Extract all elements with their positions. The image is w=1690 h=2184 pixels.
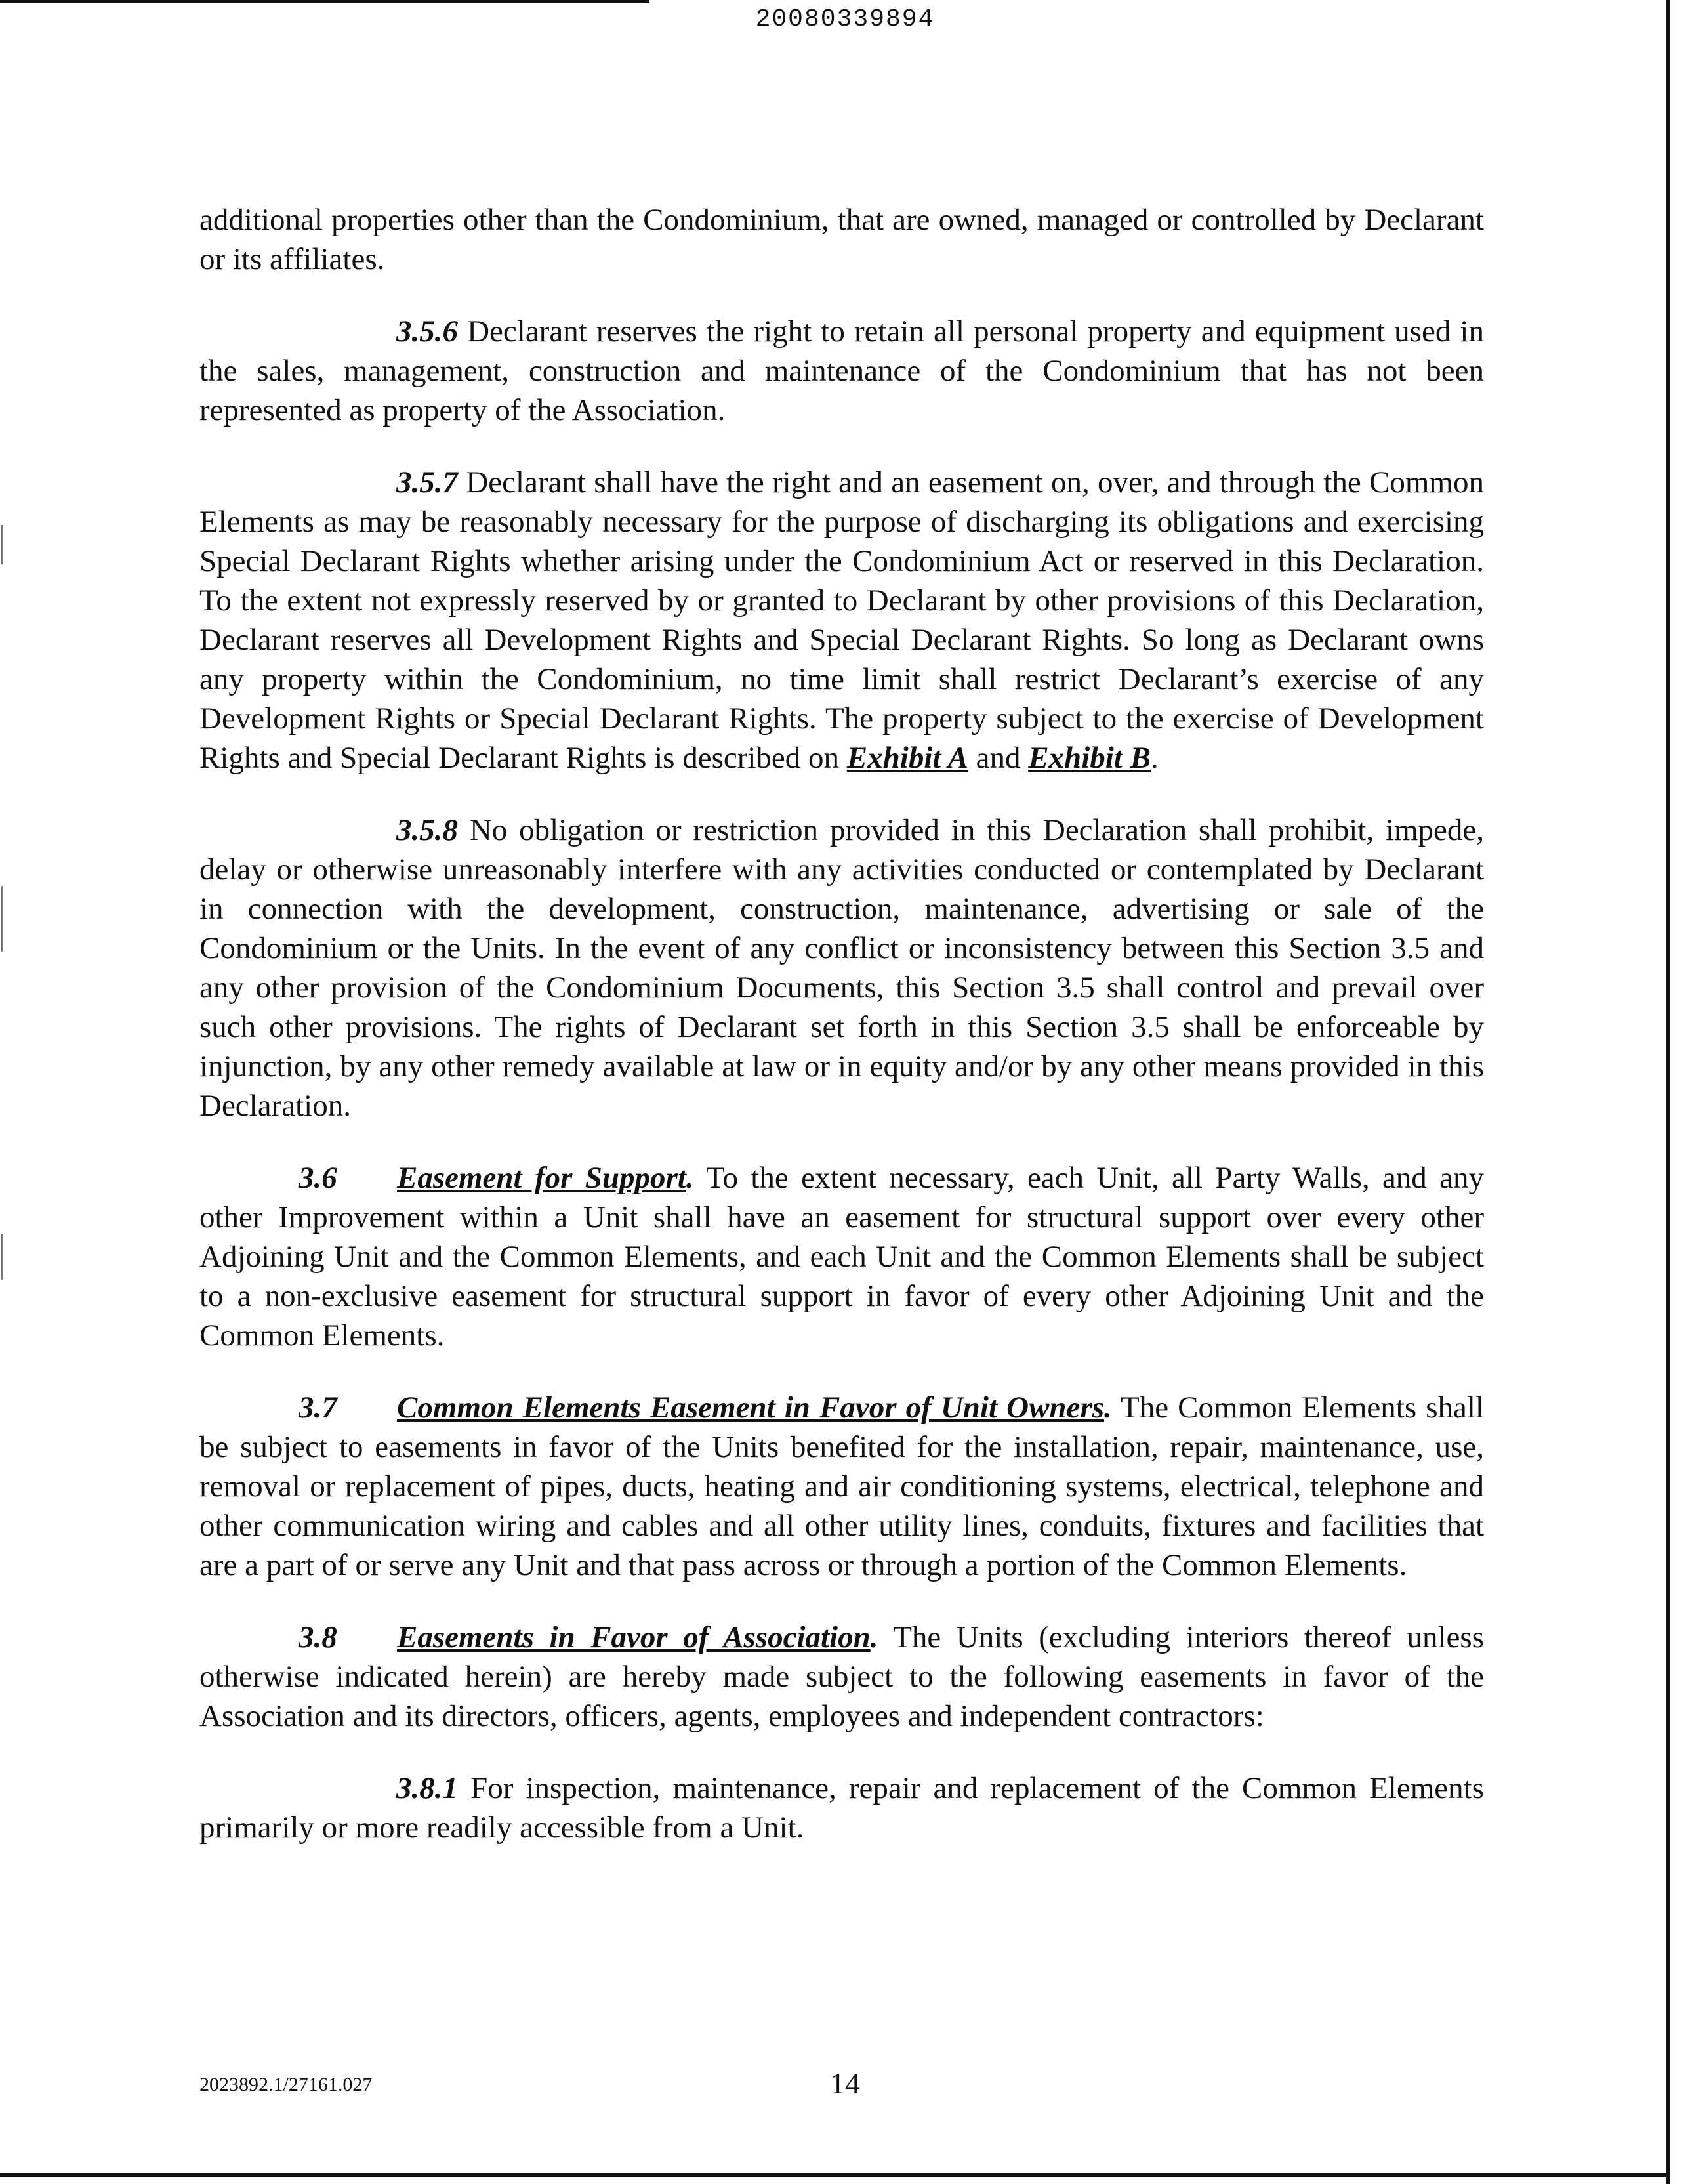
paragraph-text: To the extent necessary, each Unit, all Party Walls, and any other Improvement within a Unit shall have an easement for structural support over every other Adjoining Unit and the Common Elements, and each Unit and the Common Elements shall be subject to a non-exclusive easement for structural support in favor of every other Adjoining Unit and the Common Elements. [199,1161,1484,1353]
paragraph-text: No obligation or restriction provided in this Declaration shall prohibit, impede, delay or otherwise unreasonably interfere with any activities conducted or contemplated by Declarant in connection with the development, construction, maintenance, advertising or sale of the Condominium or the Units. In the event of any conflict or inconsistency between this Section 3.5 and any other provision of the Condominium Documents, this Section 3.5 shall control and prevail over such other provisions. The rights of Declarant set forth in this Section 3.5 shall be enforceable by injunction, by any other remedy available at law or in equity and/or by any other means provided in this Declaration. [199,813,1484,1123]
top-border-rule [0,0,649,3]
section-number: 3.8.1 [396,1771,458,1805]
scan-margin-mark [1,525,3,564]
page-number: 14 [830,2067,860,2100]
section-number: 3.5.6 [396,314,458,348]
section-number: 3.5.8 [396,813,458,847]
paragraph-3-8-1 [199,1769,1484,1847]
heading-period: . [686,1161,694,1195]
section-number: 3.8 [299,1620,337,1654]
paragraph-3-5-8 [199,810,1484,1125]
paragraph-3-5-7 [199,463,1484,778]
paragraph-text: For inspection, maintenance, repair and replacement of the Common Elements primarily or more readily accessible from a Unit. [199,1771,1484,1845]
conjunction-text: and [968,741,1029,775]
exhibit-a-reference: Exhibit A [846,741,968,775]
paragraph-text: Declarant shall have the right and an easement on, over, and through the Common Elements as may be reasonably necessary for the purpose of discharging its obligations and exercising Special Declarant Rights whether arising under the Condominium Act or reserved in this Declaration. To the extent not expressly reserved by or granted to Declarant by other provisions of this Declaration, Declarant reserves all Development Rights and Special Declarant Rights. So long as Declarant owns any property within the Condominium, no time limit shall restrict Declarant’s exercise of any Development Rights or Special Declarant Rights. The property subject to the exercise of Development Rights and Special Declarant Rights is described on [199,465,1484,775]
paragraph-text: The Units (excluding interiors thereof unless otherwise indicated herein) are hereby made subject to the following easements in favor of the Association and its directors, officers, agents, employees and independent contractors: [199,1620,1484,1733]
recording-number: 20080339894 [755,5,935,33]
heading-period: . [1104,1391,1112,1425]
paragraph-text: additional properties other than the Condominium, that are owned, managed or controlled by Declarant or its affiliates. [199,203,1484,276]
section-number: 3.7 [299,1391,337,1425]
bottom-border-rule [0,2174,1670,2177]
section-heading: Easements in Favor of Association [397,1620,871,1654]
paragraph-text: The Common Elements shall be subject to easements in favor of the Units benefited for the installation, repair, maintenance, use, removal or replacement of pipes, ducts, heating and air conditioning systems, electrical, telephone and other communication wiring and cables and all other utility lines, conduits, fixtures and facilities that are a part of or serve any Unit and that pass across or through a portion of the Common Elements. [199,1391,1484,1582]
document-body [199,200,1484,1880]
section-heading: Easement for Support [397,1161,686,1195]
section-3-7 [199,1388,1484,1585]
paragraph-3-5-6 [199,312,1484,430]
heading-period: . [870,1620,878,1654]
right-border-rule [1666,0,1670,2184]
footer-document-id: 2023892.1/27161.027 [199,2074,373,2095]
section-3-6 [199,1158,1484,1355]
paragraph-continuation [199,200,1484,279]
section-heading: Common Elements Easement in Favor of Unit Owners [397,1391,1104,1425]
scan-margin-mark [1,1234,3,1280]
section-3-8 [199,1618,1484,1736]
scan-margin-mark [1,886,3,952]
paragraph-text: Declarant reserves the right to retain all personal property and equipment used in the sales, management, construction and maintenance of the Condominium that has not been represented as property of the Association. [199,314,1484,427]
section-number: 3.5.7 [396,465,458,499]
exhibit-b-reference: Exhibit B [1028,741,1151,775]
paragraph-end: . [1150,741,1159,775]
section-number: 3.6 [299,1161,337,1195]
